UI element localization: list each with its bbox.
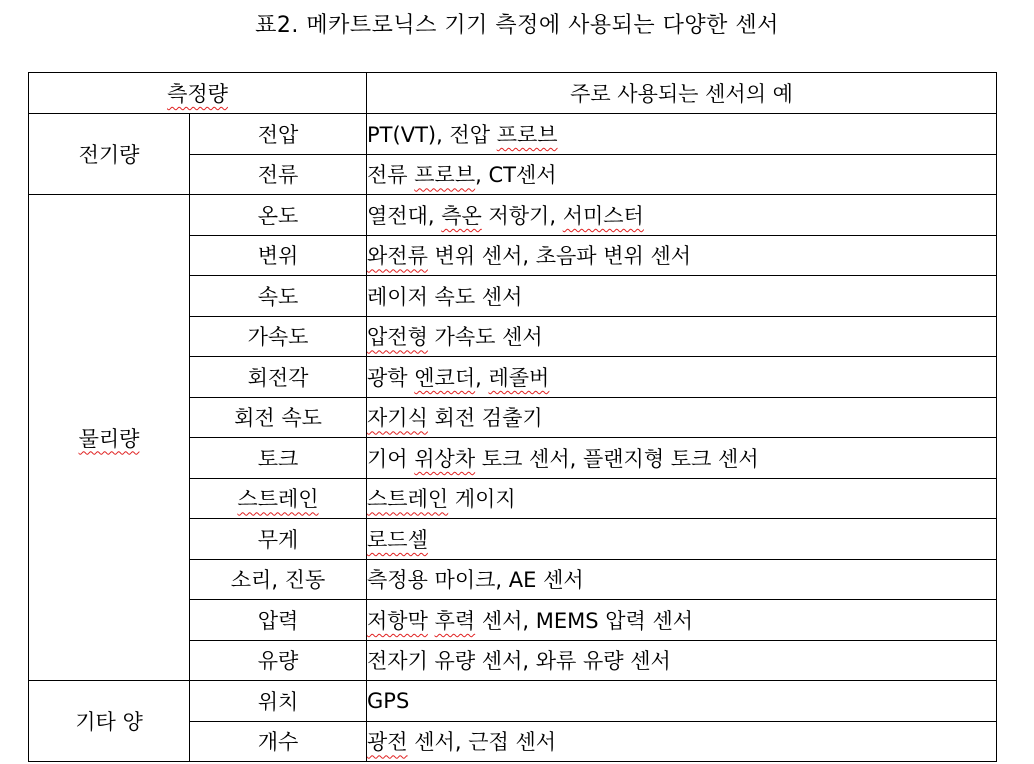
example-text: 로드셀 — [367, 527, 428, 552]
example-text: 서미스터 — [562, 203, 644, 228]
category-label: 물리량 — [78, 426, 140, 451]
example-text: 와전류 — [367, 244, 428, 269]
example-text: 기어 — [367, 446, 415, 471]
measure-cell — [190, 559, 367, 600]
example-text: 센서, MEMS 압력 센서 — [475, 608, 694, 633]
example-text: , CT센서 — [475, 163, 557, 188]
example-cell — [367, 600, 997, 641]
measure-cell — [190, 235, 367, 276]
measure-cell — [190, 519, 367, 560]
header-measurement-label: 측정량 — [167, 82, 228, 106]
example-text: 게이지 — [448, 487, 516, 512]
header-examples-label: 주로 사용되는 센서의 예 — [570, 82, 793, 106]
measure-label: 회전 속도 — [234, 406, 322, 431]
table-row — [29, 114, 997, 155]
measure-cell — [190, 195, 367, 236]
measure-cell — [190, 316, 367, 357]
category-cell — [29, 195, 190, 681]
example-text: 프로브 — [496, 122, 558, 147]
example-cell — [367, 681, 997, 722]
measure-label: 개수 — [257, 730, 299, 755]
measure-label: 위치 — [257, 689, 299, 714]
measure-label: 속도 — [257, 284, 299, 309]
example-text: 후력 — [434, 608, 476, 633]
example-text: 저항기, — [481, 203, 563, 228]
example-text: GPS — [367, 688, 410, 713]
example-text: 엔코더 — [414, 365, 476, 390]
example-text — [428, 609, 435, 633]
measure-cell — [190, 681, 367, 722]
table-row — [29, 195, 997, 236]
example-text: 광전 — [367, 730, 408, 755]
measure-cell — [190, 478, 367, 519]
category-label: 전기량 — [78, 143, 140, 167]
example-text: 레졸버 — [488, 365, 550, 390]
example-text: 스트레인 — [367, 487, 449, 512]
example-text: 토크 센서, 플랜지형 토크 센서 — [475, 446, 759, 471]
measure-label: 압력 — [257, 608, 299, 633]
example-text: 전류 — [367, 163, 415, 188]
measure-cell — [190, 114, 367, 155]
example-text: , — [475, 365, 489, 390]
measure-label: 토크 — [257, 446, 299, 471]
example-text: 회전 검출기 — [427, 406, 543, 431]
example-text: 광학 — [367, 365, 415, 390]
measure-label: 유량 — [257, 649, 299, 674]
header-measurement — [29, 73, 367, 114]
example-text: 자기식 — [367, 406, 428, 431]
example-cell — [367, 316, 997, 357]
measure-label: 가속도 — [247, 325, 309, 350]
header-examples — [367, 73, 997, 114]
example-text: 센서, 근접 센서 — [407, 730, 557, 755]
measure-cell — [190, 154, 367, 195]
example-cell — [367, 276, 997, 317]
table-header-row — [29, 73, 997, 114]
example-cell — [367, 438, 997, 479]
measure-label: 온도 — [257, 203, 299, 228]
measure-label: 회전각 — [247, 365, 309, 390]
example-cell — [367, 195, 997, 236]
example-text: 변위 센서, 초음파 변위 센서 — [427, 244, 692, 269]
example-text: 프로브 — [414, 163, 476, 188]
example-text: 위상차 — [414, 446, 476, 471]
example-text: PT(VT), 전압 — [367, 122, 497, 147]
example-cell — [367, 519, 997, 560]
example-cell — [367, 559, 997, 600]
category-cell — [29, 114, 190, 195]
example-cell — [367, 114, 997, 155]
measure-cell — [190, 357, 367, 398]
example-cell — [367, 235, 997, 276]
measure-label: 전압 — [257, 122, 299, 147]
measure-cell — [190, 640, 367, 681]
example-cell — [367, 478, 997, 519]
table-caption-text: 표2. 메카트로닉스 기기 측정에 사용되는 다양한 센서 — [255, 13, 779, 38]
sensor-table — [28, 72, 997, 762]
measure-cell — [190, 276, 367, 317]
example-text: 압전형 — [367, 325, 428, 350]
example-text: 전자기 유량 센서, 와류 유량 센서 — [367, 649, 671, 674]
measure-label: 변위 — [257, 244, 299, 269]
category-label: 기타 양 — [75, 710, 143, 734]
measure-cell — [190, 397, 367, 438]
measure-label: 전류 — [257, 163, 299, 188]
measure-label: 스트레인 — [237, 487, 319, 512]
category-cell — [29, 681, 190, 762]
example-cell — [367, 640, 997, 681]
measure-cell — [190, 721, 367, 762]
example-cell — [367, 397, 997, 438]
table-caption — [0, 8, 1034, 39]
measure-label: 소리, 진동 — [230, 568, 326, 593]
measure-cell — [190, 600, 367, 641]
example-cell — [367, 357, 997, 398]
example-text: 측정용 마이크, AE 센서 — [367, 568, 584, 593]
example-text: 측온 — [441, 203, 482, 228]
example-cell — [367, 154, 997, 195]
example-text: 저항막 — [367, 608, 428, 633]
example-text: 레이저 속도 센서 — [367, 284, 523, 309]
example-cell — [367, 721, 997, 762]
measure-cell — [190, 438, 367, 479]
example-text: 가속도 센서 — [427, 325, 543, 350]
table-row — [29, 681, 997, 722]
measure-label: 무게 — [257, 527, 299, 552]
example-text: 열전대, — [367, 203, 442, 228]
